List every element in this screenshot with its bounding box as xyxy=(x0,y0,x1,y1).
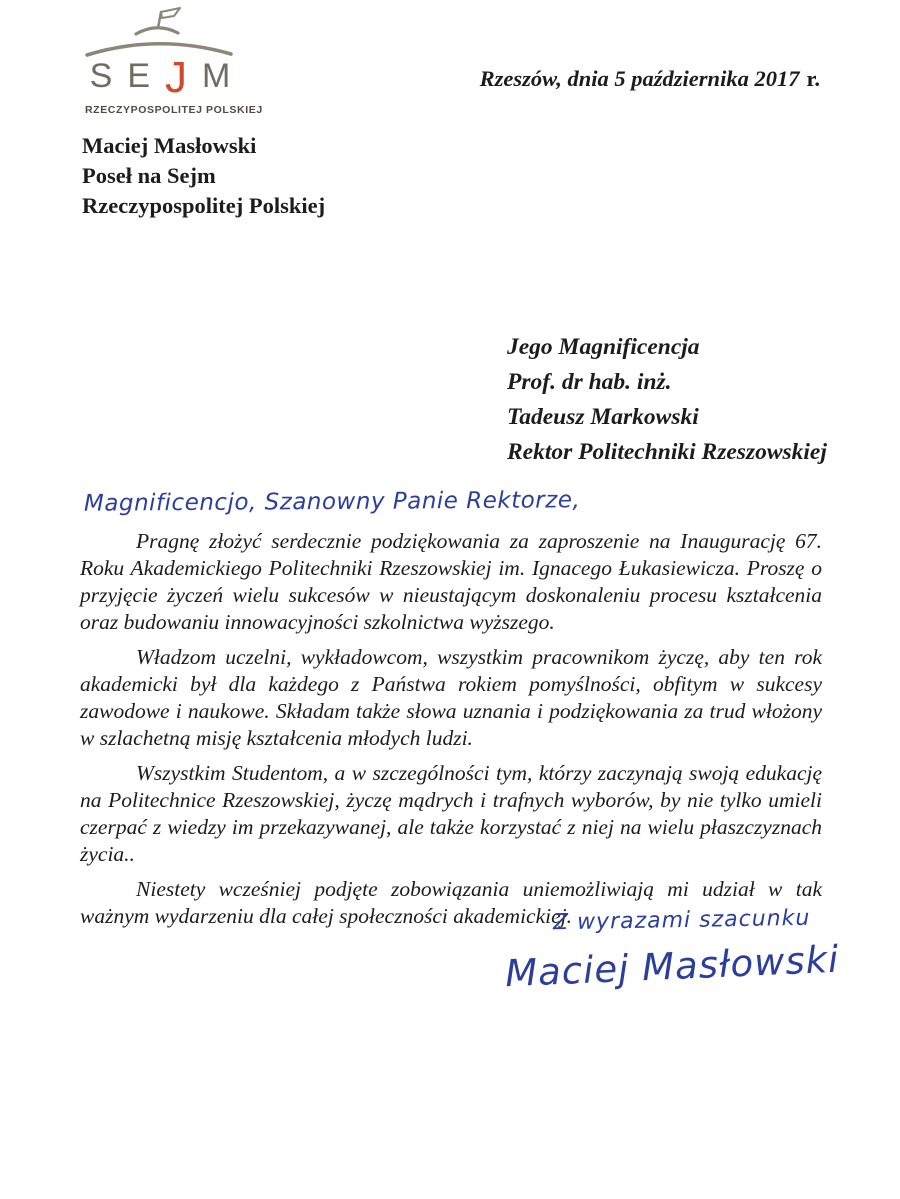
body-paragraph: Pragnę złożyć serdecznie podziękowania za zaproszenie na Inaugurację 67. Roku Akademickiego Politechniki Rzeszowskiej im. Ignacego Łukasiewicza. Proszę o przyjęcie życzeń wielu sukcesów w nieustającym doskonaleniu procesu kształcenia oraz budowaniu innowacyjności szkolnictwa wyższego. xyxy=(80,529,822,634)
sejm-logo xyxy=(85,6,263,116)
logo-letter-s: S xyxy=(89,57,113,95)
date-text: Rzeszów, dnia 5 października 2017 xyxy=(479,66,800,91)
body-paragraph: Niestety wcześniej podjęte zobowiązania uniemożliwiają mi udział w tak ważnym wydarzeniu dla całej społeczności akademickiej. xyxy=(80,877,822,928)
handwritten-signature: Maciej Masłowski xyxy=(504,937,841,996)
sejm-logo-letters xyxy=(85,53,235,102)
date-suffix: r. xyxy=(806,66,820,91)
sejm-dome-icon xyxy=(85,6,235,58)
logo-letter-j: J xyxy=(165,53,188,102)
handwritten-closing: Z wyrazami szacunku xyxy=(552,905,811,936)
recipient-degrees: Prof. dr hab. inż. xyxy=(507,369,672,395)
sender-block xyxy=(82,131,325,221)
body-paragraph: Władzom uczelni, wykładowcom, wszystkim pracownikom życzę, aby ten rok akademicki był dla każdego z Państwa rokiem pomyślności, obfitym w sukcesy zawodowe i naukowe. Składam także słowa uznania i podziękowania za trud włożony w szlachetną misję kształcenia młodych ludzi. xyxy=(80,645,822,750)
logo-subtitle: RZECZYPOSPOLITEJ POLSKIEJ xyxy=(85,104,263,116)
recipient-honorific: Jego Magnificencja xyxy=(507,334,700,360)
logo-letter-e: E xyxy=(127,57,151,95)
recipient-name: Tadeusz Markowski xyxy=(507,404,699,430)
letter-body xyxy=(80,528,822,938)
sender-name: Maciej Masłowski xyxy=(82,133,257,158)
recipient-position: Rektor Politechniki Rzeszowskiej xyxy=(507,439,827,465)
body-paragraph: Wszystkim Studentom, a w szczególności tym, którzy zaczynają swoją edukację na Politechnice Rzeszowskiej, życzę mądrych i trafnych wyborów, by nie tylko umieli czerpać z wiedzy im przekazywanej, ale także korzystać z niej na wielu płaszczyznach życia.. xyxy=(80,761,822,866)
sender-institution: Rzeczypospolitej Polskiej xyxy=(82,193,326,218)
handwritten-greeting: Magnificencjo, Szanowny Panie Rektorze, xyxy=(83,487,581,517)
date-line xyxy=(440,66,820,92)
recipient-block xyxy=(507,330,827,470)
sender-title: Poseł na Sejm xyxy=(82,163,216,188)
logo-letter-m: M xyxy=(202,57,231,95)
